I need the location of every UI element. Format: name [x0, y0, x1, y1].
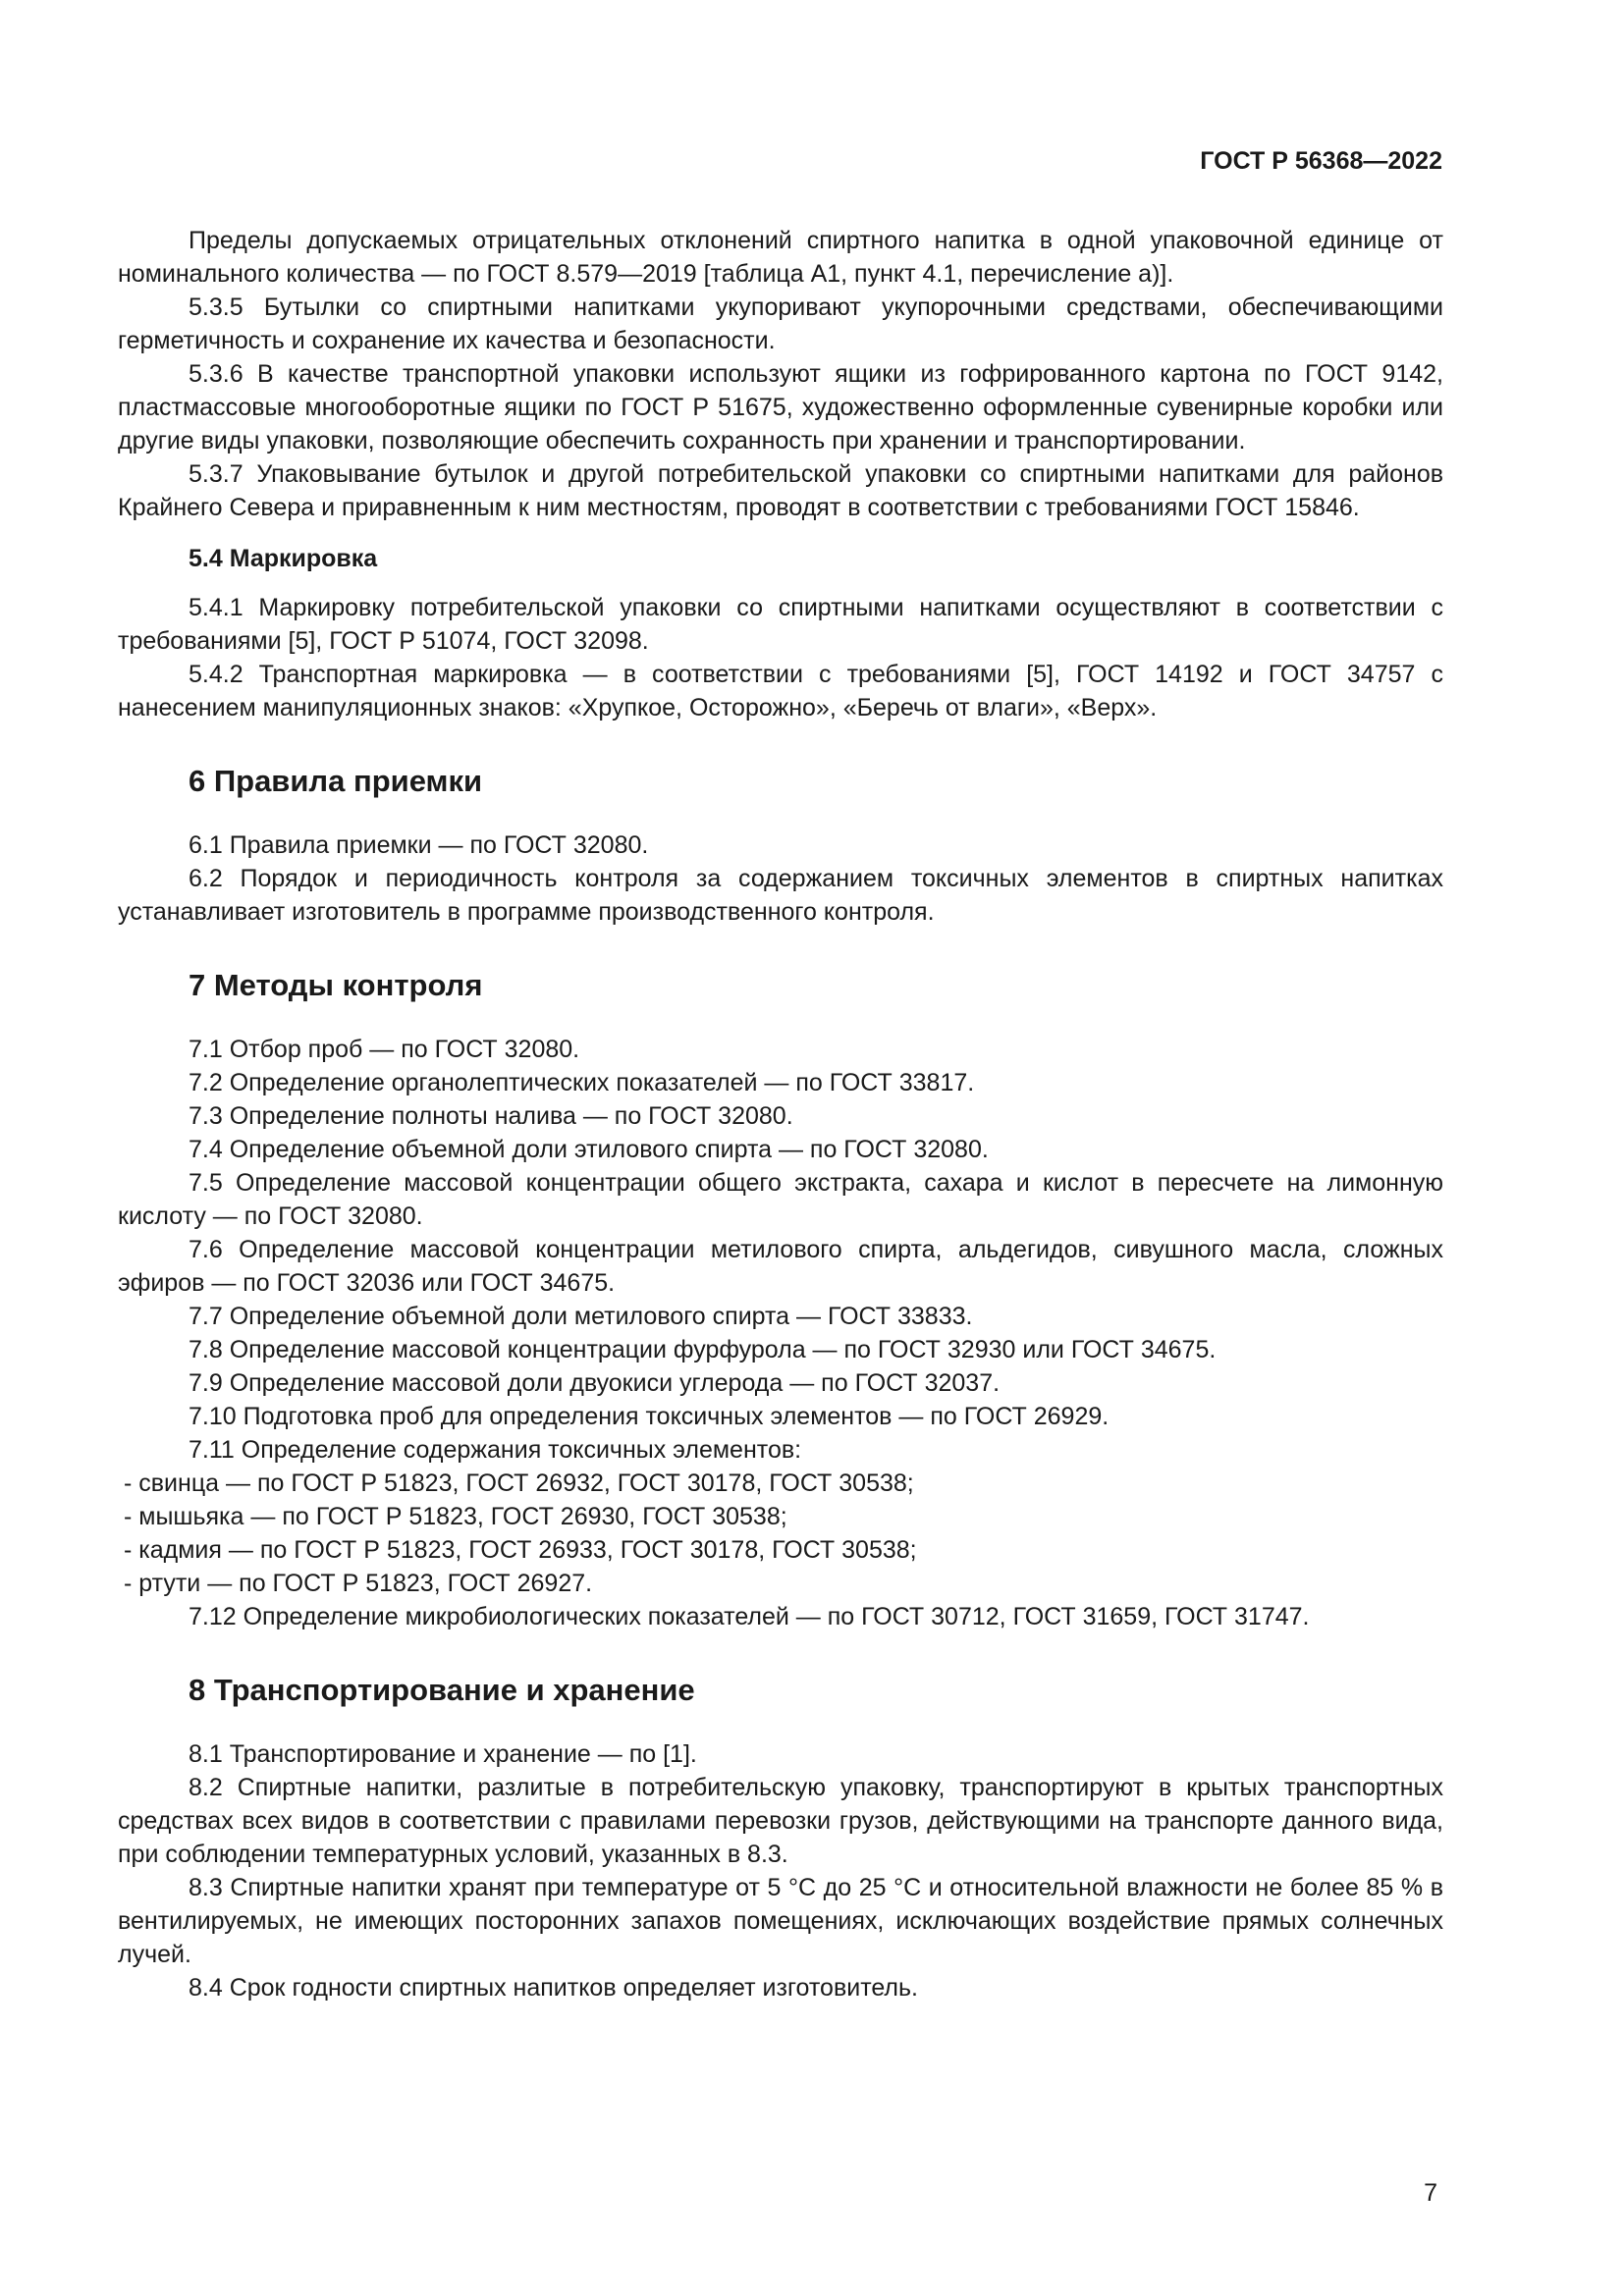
paragraph-5-3-7: 5.3.7 Упаковывание бутылок и другой потребительской упаковки со спиртными напитками для районов Крайнего Севера и приравненным к ним местностям, проводят в соответствии с требованиями ГОСТ 15846. — [118, 460, 1443, 521]
paragraph-7-5: 7.5 Определение массовой концентрации общего экстракта, сахара и кислот в пересчете на лимонную кислоту — по ГОСТ 32080. — [118, 1169, 1443, 1230]
paragraph-8-1: 8.1 Транспортирование и хранение — по [1]. — [189, 1740, 697, 1768]
section-heading-8: 8 Транспортирование и хранение — [189, 1673, 695, 1707]
paragraph-7-7: 7.7 Определение объемной доли метилового спирта — ГОСТ 33833. — [189, 1303, 973, 1330]
paragraph-limits: Пределы допускаемых отрицательных отклонений спиртного напитка в одной упаковочной единице от номинального количества — по ГОСТ 8.579—2019 [таблица А1, пункт 4.1, перечисление а)]. — [118, 227, 1443, 288]
paragraph-7-12: 7.12 Определение микробиологических показателей — по ГОСТ 30712, ГОСТ 31659, ГОСТ 31747. — [189, 1603, 1310, 1630]
paragraph-8-4: 8.4 Срок годности спиртных напитков определяет изготовитель. — [189, 1974, 918, 2002]
list-item-arsenic: - мышьяка — по ГОСТ Р 51823, ГОСТ 26930, ГОСТ 30538; — [124, 1503, 787, 1530]
paragraph-8-3: 8.3 Спиртные напитки хранят при температуре от 5 °С до 25 °С и относительной влажности не более 85 % в вентилируемых, не имеющих посторонних запахов помещениях, исключающих воздействие прямых солнечных лучей. — [118, 1874, 1443, 1968]
subsection-heading-5-4: 5.4 Маркировка — [189, 545, 378, 572]
list-item-mercury: - ртути — по ГОСТ Р 51823, ГОСТ 26927. — [124, 1570, 593, 1597]
paragraph-7-2: 7.2 Определение органолептических показателей — по ГОСТ 33817. — [189, 1069, 975, 1096]
list-item-lead: - свинца — по ГОСТ Р 51823, ГОСТ 26932, ГОСТ 30178, ГОСТ 30538; — [124, 1469, 914, 1497]
list-item-cadmium: - кадмия — по ГОСТ Р 51823, ГОСТ 26933, ГОСТ 30178, ГОСТ 30538; — [124, 1536, 917, 1564]
paragraph-7-3: 7.3 Определение полноты налива — по ГОСТ 32080. — [189, 1102, 793, 1130]
paragraph-7-11: 7.11 Определение содержания токсичных элементов: — [189, 1436, 802, 1464]
paragraph-6-1: 6.1 Правила приемки — по ГОСТ 32080. — [189, 831, 649, 859]
paragraph-5-4-2: 5.4.2 Транспортная маркировка — в соответствии с требованиями [5], ГОСТ 14192 и ГОСТ 34757 с нанесением манипуляционных знаков: «Хрупкое, Осторожно», «Беречь от влаги», «Верх». — [118, 661, 1443, 721]
section-heading-7: 7 Методы контроля — [189, 968, 483, 1002]
paragraph-7-4: 7.4 Определение объемной доли этилового спирта — по ГОСТ 32080. — [189, 1136, 989, 1163]
section-heading-6: 6 Правила приемки — [189, 764, 483, 798]
paragraph-7-9: 7.9 Определение массовой доли двуокиси углерода — по ГОСТ 32037. — [189, 1369, 1001, 1397]
paragraph-8-2: 8.2 Спиртные напитки, разлитые в потребительскую упаковку, транспортируют в крытых транспортных средствах всех видов в соответствии с правилами перевозки грузов, действующими на транспорте данного вида, при соблюдении температурных условий, указанных в 8.3. — [118, 1774, 1443, 1868]
paragraph-6-2: 6.2 Порядок и периодичность контроля за содержанием токсичных элементов в спиртных напитках устанавливает изготовитель в программе производственного контроля. — [118, 865, 1443, 926]
paragraph-5-4-1: 5.4.1 Маркировку потребительской упаковки со спиртными напитками осуществляют в соответствии с требованиями [5], ГОСТ Р 51074, ГОСТ 32098. — [118, 594, 1443, 655]
page-number: 7 — [1424, 2179, 1437, 2207]
paragraph-7-1: 7.1 Отбор проб — по ГОСТ 32080. — [189, 1036, 580, 1063]
paragraph-5-3-6: 5.3.6 В качестве транспортной упаковки используют ящики из гофрированного картона по ГОСТ 9142, пластмассовые многооборотные ящики по ГОСТ Р 51675, художественно оформленные сувенирные коробки или другие виды упаковки, позволяющие обеспечить сохранность при хранении и транспортировании. — [118, 360, 1443, 454]
paragraph-7-8: 7.8 Определение массовой концентрации фурфурола — по ГОСТ 32930 или ГОСТ 34675. — [189, 1336, 1217, 1363]
paragraph-5-3-5: 5.3.5 Бутылки со спиртными напитками укупоривают укупорочными средствами, обеспечивающими герметичность и сохранение их качества и безопасности. — [118, 294, 1443, 354]
document-code-header: ГОСТ Р 56368—2022 — [1200, 147, 1442, 175]
paragraph-7-10: 7.10 Подготовка проб для определения токсичных элементов — по ГОСТ 26929. — [189, 1403, 1110, 1430]
paragraph-7-6: 7.6 Определение массовой концентрации метилового спирта, альдегидов, сивушного масла, сложных эфиров — по ГОСТ 32036 или ГОСТ 34675. — [118, 1236, 1443, 1297]
document-body — [118, 224, 1443, 2004]
